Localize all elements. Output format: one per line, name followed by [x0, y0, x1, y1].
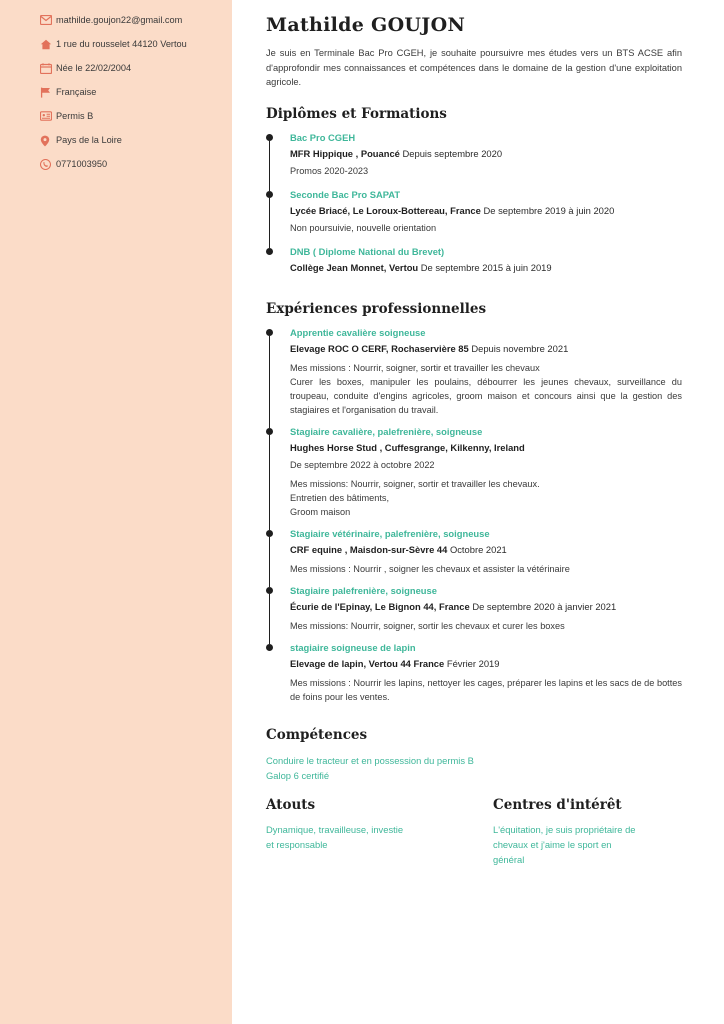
experience-period: Octobre 2021 [449, 543, 507, 555]
section-title-interests: Centres d'intérêt [493, 796, 622, 813]
contact-license-text: Permis B [56, 111, 94, 121]
strength-line: Dynamique, travailleuse, investie [266, 823, 404, 835]
education-timeline [266, 132, 682, 287]
experience-org-line [290, 600, 682, 614]
contact-item-phone [40, 158, 218, 171]
profile-summary: Je suis en Terminale Bac Pro CGEH, je souhaite poursuivre mes études vers un BTS ACSE afin d'approfondir mes connaissances et compétences dans le domaine de la gestion d'une exploitation agricole. [266, 48, 682, 87]
page-title: Mathilde GOUJON [266, 14, 466, 36]
contact-item-nationality [40, 86, 218, 99]
experience-org-line [290, 543, 682, 557]
cv-main [232, 0, 724, 1024]
id-card-icon [40, 110, 56, 121]
experience-period: De septembre 2020 à janvier 2021 [472, 600, 617, 612]
experience-role: Stagiaire palefrenière, soigneuse [290, 584, 437, 596]
education-item [290, 132, 682, 189]
bottom-columns [266, 797, 682, 867]
experience-org: CRF equine , Maisdon-sur-Sèvre 44 [290, 543, 448, 555]
experience-desc-line: Groom maison [290, 506, 351, 517]
section-title-skills: Compétences [266, 726, 368, 743]
interest-line: général [493, 853, 525, 865]
contact-birthdate-text: Née le 22/02/2004 [56, 63, 132, 73]
envelope-icon [40, 14, 56, 25]
experience-org: Elevage ROC O CERF, Rochaservière 85 [290, 342, 469, 354]
experience-desc [290, 562, 682, 576]
section-strengths [266, 797, 455, 867]
education-role: Bac Pro CGEH [290, 131, 356, 143]
flag-icon [40, 86, 56, 98]
contact-list [40, 14, 218, 171]
experience-period: Depuis novembre 2021 [471, 342, 569, 354]
experience-desc-line: Curer les boxes, manipuler les poulains, débourrer les jeunes chevaux, surveillance du troupeau, conduite d'engins agricoles, groom maison et concours ainsi que la gestion des stagiaires et l'organisation du travail. [290, 376, 682, 415]
calendar-icon [40, 62, 56, 74]
education-period: De septembre 2015 à juin 2019 [420, 261, 552, 273]
experience-role: stagiaire soigneuse de lapin [290, 641, 416, 653]
experience-role: Stagiaire vétérinaire, palefrenière, soigneuse [290, 527, 490, 539]
experience-desc [290, 676, 682, 704]
skill-line: Galop 6 certifié [266, 769, 330, 781]
section-title-strengths: Atouts [266, 796, 316, 813]
education-sub: Promos 2020-2023 [290, 165, 369, 176]
education-period: Depuis septembre 2020 [402, 147, 503, 159]
experience-item [290, 327, 682, 426]
experience-org-line [290, 441, 682, 455]
contact-item-birthdate [40, 62, 218, 75]
education-org: Collège Jean Monnet, Vertou [290, 261, 419, 273]
section-title-experience: Expériences professionnelles [266, 300, 487, 317]
experience-org: Hughes Horse Stud , Cuffesgrange, Kilkenny, Ireland [290, 441, 525, 453]
interest-line: L'équitation, je suis propriétaire de [493, 823, 636, 835]
contact-phone-text: 0771003950 [56, 159, 108, 169]
education-role: Seconde Bac Pro SAPAT [290, 188, 401, 200]
experience-desc-line: Mes missions : Nourrir les lapins, nettoyer les cages, préparer les lapins et les sacs de de bottes de foins pour les ventes. [290, 677, 682, 702]
education-item [290, 246, 682, 287]
section-education [266, 106, 682, 287]
education-org: MFR Hippique , Pouancé [290, 147, 400, 159]
sidebar [0, 0, 232, 1024]
education-sub: Non poursuivie, nouvelle orientation [290, 222, 437, 233]
contact-item-email [40, 14, 218, 27]
experience-timeline [266, 327, 682, 713]
experience-desc-line: Mes missions: Nourrir, soigner, sortir les chevaux et curer les boxes [290, 620, 565, 631]
education-role: DNB ( Diplome National du Brevet) [290, 245, 445, 257]
experience-org: Écurie de l'Epinay, Le Bignon 44, France [290, 600, 470, 612]
experience-org-line [290, 342, 682, 356]
section-experience [266, 301, 682, 713]
experience-role: Stagiaire cavalière, palefrenière, soigneuse [290, 425, 483, 437]
interest-line: chevaux et j'aime le sport en [493, 838, 612, 850]
experience-item [290, 426, 682, 528]
contact-nationality-text: Française [56, 87, 97, 97]
contact-region-text: Pays de la Loire [56, 135, 122, 145]
experience-item [290, 642, 682, 713]
map-pin-icon [40, 134, 56, 147]
education-item [290, 189, 682, 246]
experience-item [290, 528, 682, 585]
section-interests [493, 797, 682, 867]
experience-desc-line: Mes missions : Nourrir , soigner les chevaux et assister la vétérinaire [290, 563, 570, 574]
experience-desc-line: Entretien des bâtiments, [290, 492, 390, 503]
contact-item-region [40, 134, 218, 147]
home-icon [40, 38, 56, 50]
contact-email-text: mathilde.goujon22@gmail.com [56, 15, 183, 25]
experience-period: Février 2019 [446, 657, 500, 669]
experience-desc [290, 619, 682, 633]
contact-item-license [40, 110, 218, 123]
experience-desc-line: Mes missions : Nourrir, soigner, sortir et travailler les chevaux [290, 362, 540, 373]
contact-address-text: 1 rue du rousselet 44120 Vertou [56, 39, 187, 49]
phone-icon [40, 158, 56, 170]
experience-item [290, 585, 682, 642]
education-org-line [290, 204, 682, 218]
contact-item-address [40, 38, 218, 51]
strength-line: et responsable [266, 838, 328, 850]
section-skills [266, 727, 682, 783]
section-title-education: Diplômes et Formations [266, 105, 447, 122]
education-org-line [290, 147, 682, 161]
experience-sub: De septembre 2022 à octobre 2022 [290, 459, 435, 470]
education-org: Lycée Briacé, Le Loroux-Bottereau, France [290, 204, 481, 216]
experience-desc-line: Mes missions: Nourrir, soigner, sortir et travailler les chevaux. [290, 478, 540, 489]
experience-desc [290, 477, 682, 519]
education-period: De septembre 2019 à juin 2020 [483, 204, 615, 216]
education-org-line [290, 261, 682, 275]
experience-desc [290, 361, 682, 417]
experience-role: Apprentie cavalière soigneuse [290, 326, 426, 338]
experience-org: Elevage de lapin, Vertou 44 France [290, 657, 445, 669]
skill-line: Conduire le tracteur et en possession du permis B [266, 754, 474, 766]
experience-org-line [290, 657, 682, 671]
